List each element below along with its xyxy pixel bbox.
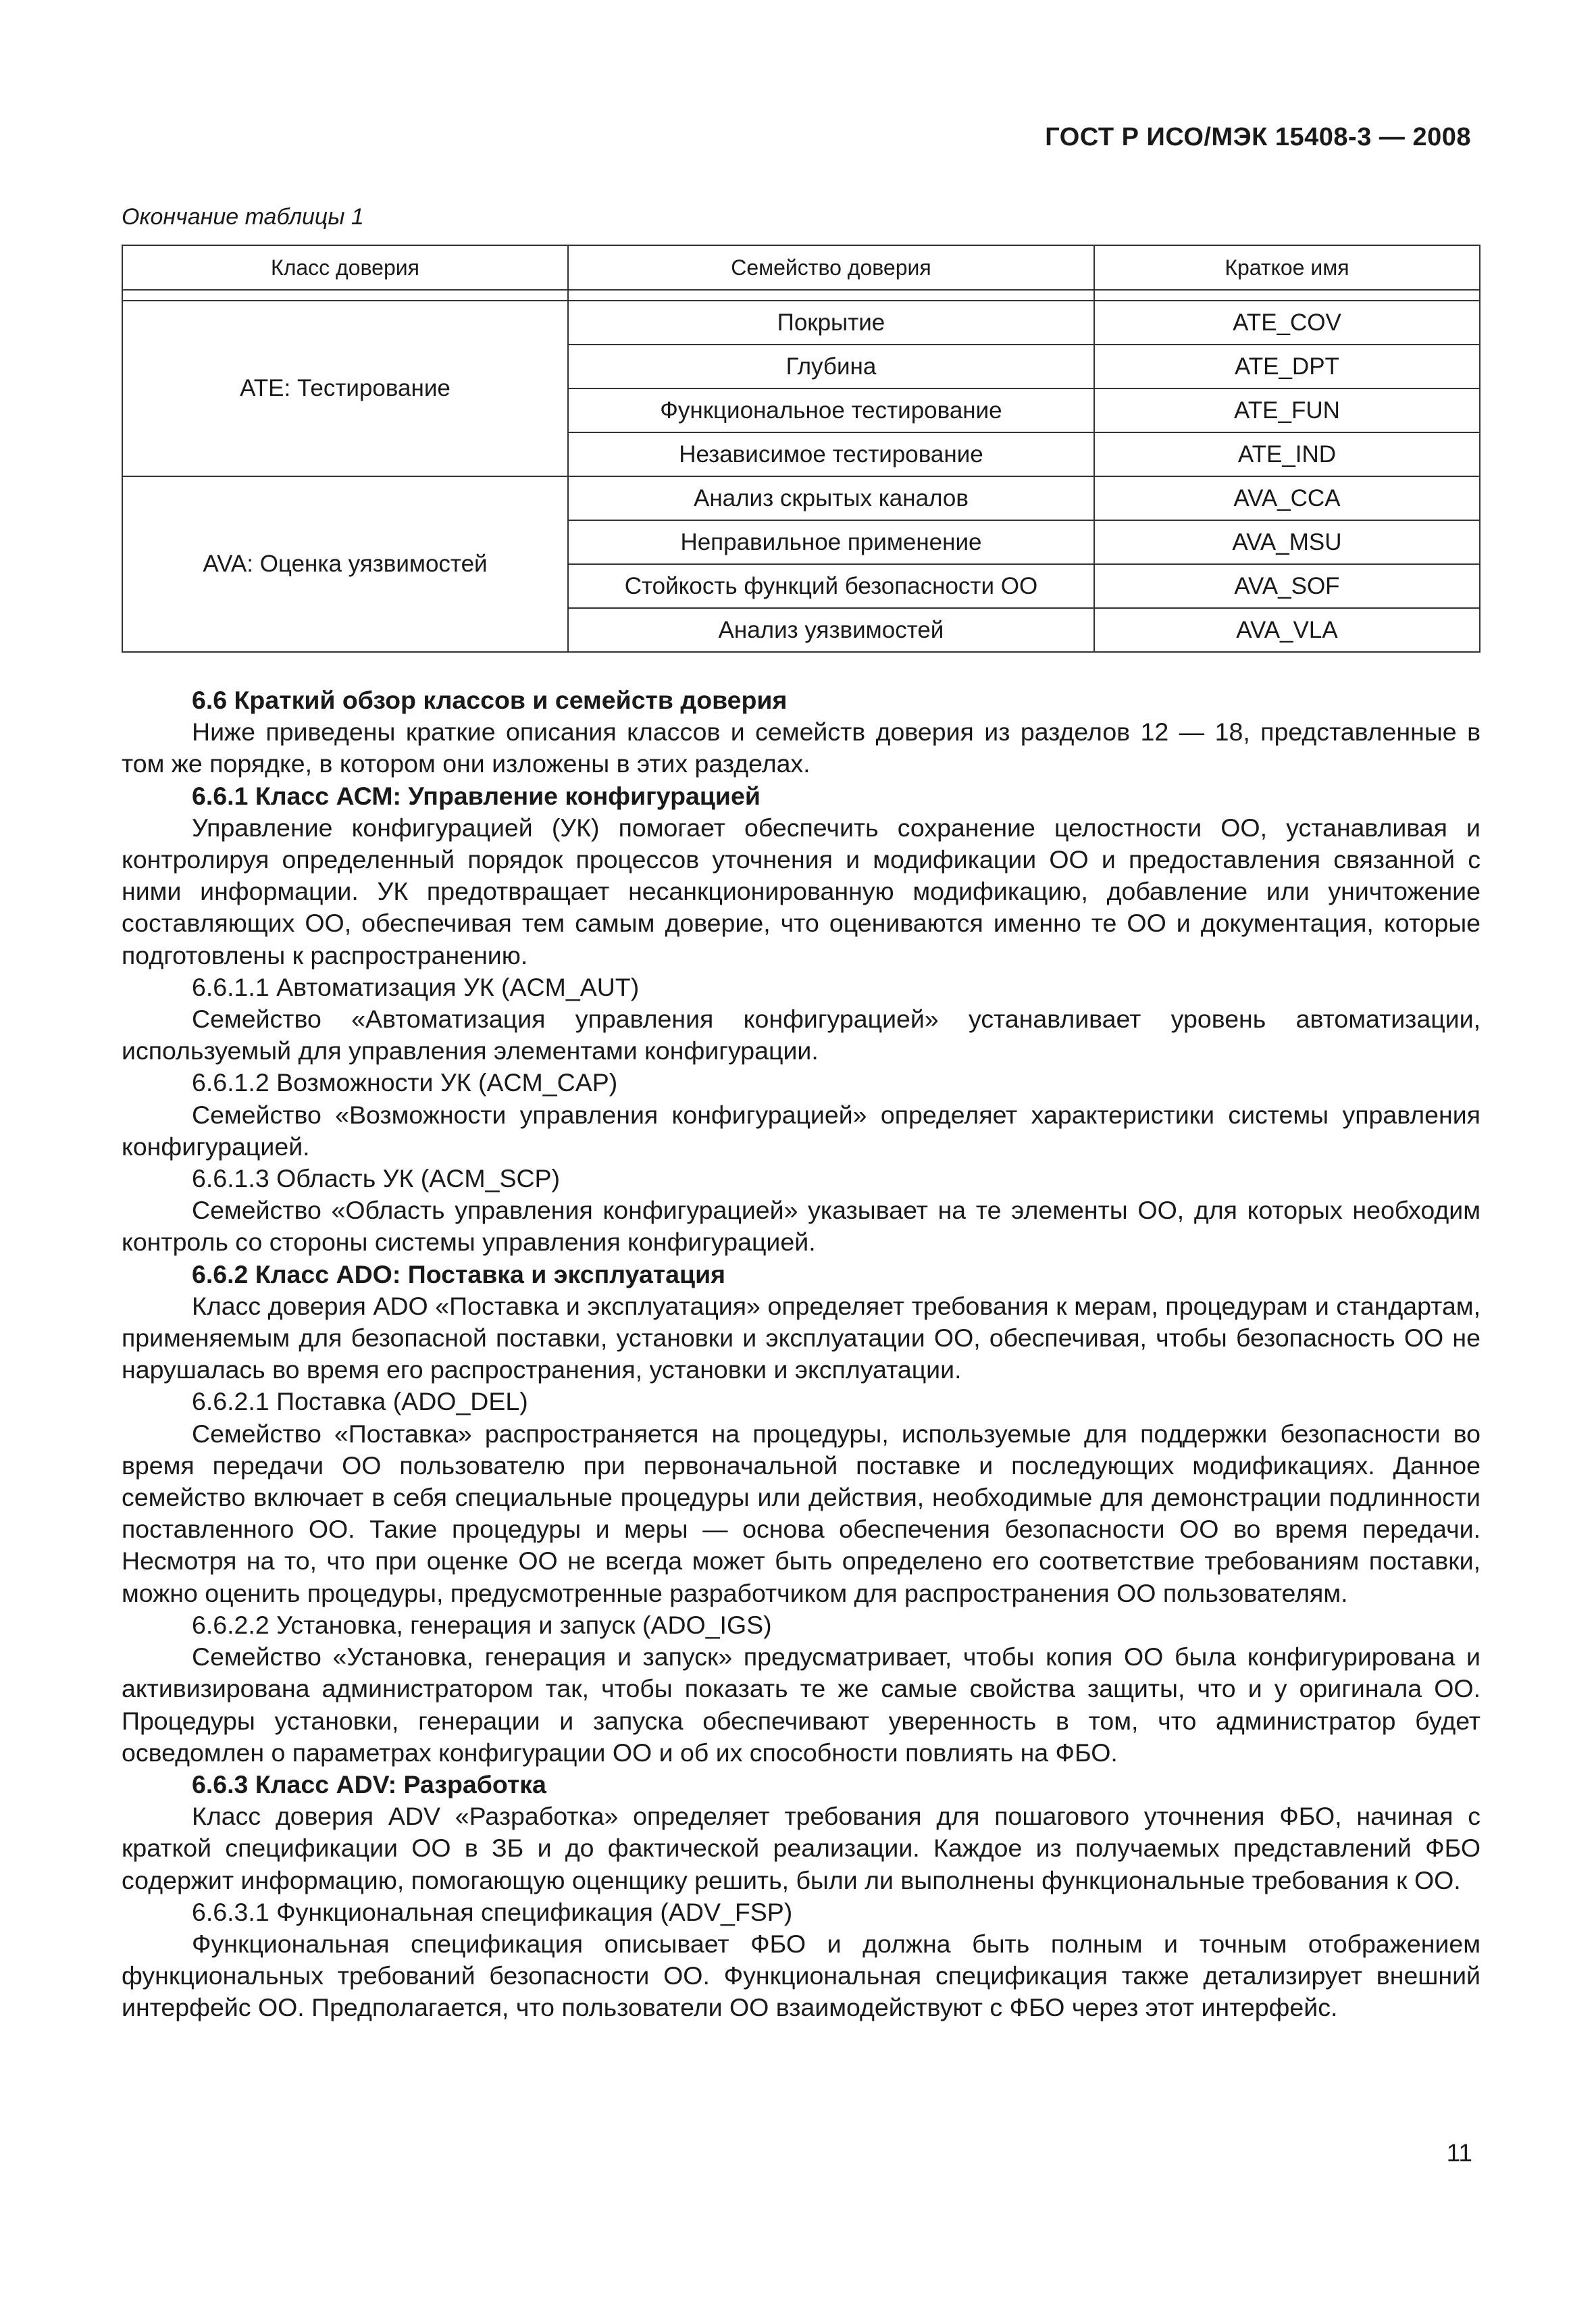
subsection-heading: 6.6.1.1 Автоматизация УК (ACM_AUT) <box>192 972 640 1001</box>
subsection-heading: 6.6.1.3 Область УК (ACM_SCP) <box>192 1164 561 1193</box>
section-heading: 6.6.2 Класс ADO: Поставка и эксплуатация <box>192 1259 726 1288</box>
family-cell: Независимое тестирование <box>568 432 1094 476</box>
table-caption: Окончание таблицы 1 <box>122 204 364 230</box>
assurance-table <box>122 245 1481 653</box>
short-name-cell: AVA_VLA <box>1094 608 1480 652</box>
header-class: Класс доверия <box>122 245 568 290</box>
family-cell: Глубина <box>568 345 1094 388</box>
family-cell: Стойкость функций безопасности ОО <box>568 564 1094 608</box>
paragraph: Функциональная спецификация описывает ФБО и должна быть полным и точным отображением функциональных требований безопасности ОО. Функциональная спецификация также детализирует внешний интерфейс ОО. Предполагается, что пользователи ОО взаимодействуют с ФБО через этот интерфейс. <box>122 1929 1481 2022</box>
short-name-cell: AVA_SOF <box>1094 564 1480 608</box>
section-heading: 6.6.1 Класс АСМ: Управление конфигурацией <box>192 781 761 810</box>
document-header: ГОСТ Р ИСО/МЭК 15408-3 — 2008 <box>1045 123 1471 151</box>
table-spacer-row <box>122 290 1480 301</box>
class-cell-ate: АТЕ: Тестирование <box>122 301 568 476</box>
paragraph: Семейство «Установка, генерация и запуск» предусматривает, чтобы копия ОО была конфигурирована и активизирована администратором так, чтобы показать те же самые свойства защиты, что и у оригинала ОО. Процедуры установки, генерации и запуска обеспечивают уверенность в том, что администратор будет осведомлен о параметрах конфигурации ОО и об их способности повлиять на ФБО. <box>122 1642 1481 1767</box>
table-row <box>122 301 1480 345</box>
header-family: Семейство доверия <box>568 245 1094 290</box>
body-text <box>122 684 1481 2024</box>
family-cell: Анализ уязвимостей <box>568 608 1094 652</box>
paragraph: Семейство «Возможности управления конфигурацией» определяет характеристики системы управления конфигурацией. <box>122 1100 1481 1161</box>
table-header-row <box>122 245 1480 290</box>
short-name-cell: AVA_MSU <box>1094 520 1480 564</box>
short-name-cell: ATE_IND <box>1094 432 1480 476</box>
short-name-cell: ATE_FUN <box>1094 388 1480 432</box>
header-short-name: Краткое имя <box>1094 245 1480 290</box>
family-cell: Неправильное применение <box>568 520 1094 564</box>
short-name-cell: ATE_COV <box>1094 301 1480 345</box>
subsection-heading: 6.6.2.1 Поставка (ADO_DEL) <box>192 1387 528 1416</box>
short-name-cell: AVA_CCA <box>1094 476 1480 520</box>
class-cell-ava: AVA: Оценка уязвимостей <box>122 476 568 652</box>
paragraph: Семейство «Автоматизация управления конфигурацией» устанавливает уровень автоматизации, используемый для управления элементами конфигурации. <box>122 1005 1481 1065</box>
subsection-heading: 6.6.2.2 Установка, генерация и запуск (ADO_IGS) <box>192 1610 772 1639</box>
page-number: 11 <box>1446 2139 1472 2167</box>
paragraph: Класс доверия ADV «Разработка» определяет требования для пошагового уточнения ФБО, начиная с краткой спецификации ОО в ЗБ и до фактической реализации. Каждое из получаемых представлений ФБО содержит информацию, помогающую оценщику решить, были ли выполнены функциональные требования к ОО. <box>122 1802 1481 1894</box>
subsection-heading: 6.6.3.1 Функциональная спецификация (ADV_FSP) <box>192 1897 793 1926</box>
paragraph: Семейство «Область управления конфигурацией» указывает на те элементы ОО, для которых необходим контроль со стороны системы управления конфигурацией. <box>122 1196 1481 1257</box>
paragraph: Ниже приведены краткие описания классов и семейств доверия из разделов 12 — 18, представленные в том же порядке, в котором они изложены в этих разделах. <box>122 718 1481 778</box>
section-heading: 6.6.3 Класс ADV: Разработка <box>192 1769 546 1799</box>
family-cell: Анализ скрытых каналов <box>568 476 1094 520</box>
paragraph: Семейство «Поставка» распространяется на процедуры, используемые для поддержки безопасности во время передачи ОО пользователю при первоначальной поставке и последующих модификациях. Данное семейство включает в себя специальные процедуры или действия, необходимые для демонстрации подлинности поставленного ОО. Такие процедуры и меры — основа обеспечения безопасности ОО во время передачи. Несмотря на то, что при оценке ОО не всегда может быть определено его соответствие требованиям поставки, можно оценить процедуры, предусмотренные разработчиком для распространения ОО пользователям. <box>122 1419 1481 1607</box>
family-cell: Покрытие <box>568 301 1094 345</box>
table-row <box>122 476 1480 520</box>
short-name-cell: ATE_DPT <box>1094 345 1480 388</box>
family-cell: Функциональное тестирование <box>568 388 1094 432</box>
subsection-heading: 6.6.1.2 Возможности УК (ACM_CAP) <box>192 1068 618 1097</box>
paragraph: Класс доверия ADO «Поставка и эксплуатация» определяет требования к мерам, процедурам и стандартам, применяемым для безопасной поставки, установки и эксплуатации ОО, обеспечивая, чтобы безопасность ОО не нарушалась во время его распространения, установки и эксплуатации. <box>122 1291 1481 1384</box>
paragraph: Управление конфигурацией (УК) помогает обеспечить сохранение целостности ОО, устанавливая и контролируя определенный порядок процессов уточнения и модификации ОО и предоставления связанной с ними информации. УК предотвращает несанкционированную модификацию, добавление или уничтожение составляющих ОО, обеспечивая тем самым доверие, что оцениваются именно те ОО и документация, которые подготовлены к распространению. <box>122 813 1481 970</box>
section-heading: 6.6 Краткий обзор классов и семейств доверия <box>192 686 788 714</box>
